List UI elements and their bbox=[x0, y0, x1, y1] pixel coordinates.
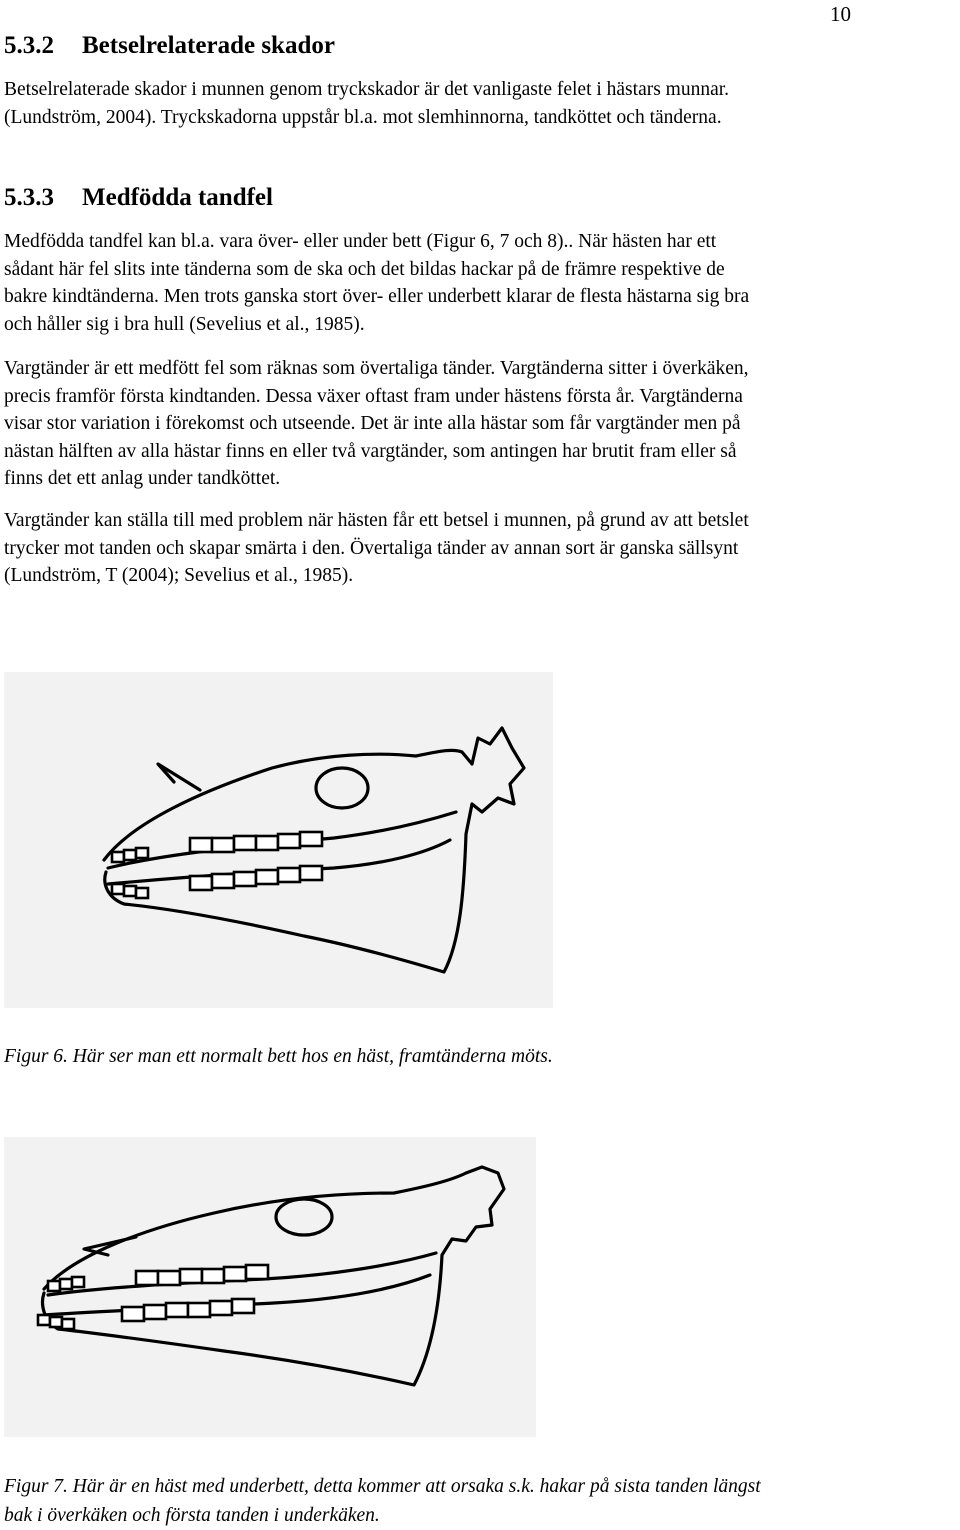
caption-line: Figur 6. Här ser man ett normalt bett hos en häst, framtänderna möts. bbox=[4, 1046, 553, 1067]
caption-line: Figur 7. Här är en häst med underbett, detta kommer att orsaka s.k. hakar på sista tanden längst bbox=[4, 1476, 761, 1497]
text-line: visar stor variation i förekomst och utseende. Det är inte alla hästar som får vargtänder men på bbox=[4, 413, 741, 434]
text-line: och håller sig i bra hull (Sevelius et al., 1985). bbox=[4, 313, 365, 335]
text-line: precis framför första kindtanden. Dessa växer oftast fram under hästens första år. Vargtänderna bbox=[4, 385, 743, 407]
horse-skull-normal-bite bbox=[4, 672, 553, 1008]
text-line: Betselrelaterade skador i munnen genom tryckskador är det vanligaste felet i hästars munnar. bbox=[4, 79, 730, 100]
section-number: 5.3.3 bbox=[4, 184, 54, 211]
text-line: nästan hälften av alla hästar finns en eller två vargtänder, som antingen har brutit fram eller så bbox=[4, 440, 737, 462]
figure-6-caption bbox=[4, 1042, 958, 1071]
section-heading-5-3-3 bbox=[4, 184, 273, 212]
figure-7-caption bbox=[4, 1472, 958, 1530]
page-number: 10 bbox=[830, 2, 851, 26]
text-line: Vargtänder är ett medfött fel som räknas som övertaliga tänder. Vargtänderna sitter i överkäken, bbox=[4, 358, 749, 379]
figure-7-horse-skull-drawing bbox=[4, 1137, 536, 1437]
paragraph-medfodda-3 bbox=[4, 507, 954, 590]
text-line: trycker mot tanden och skapar smärta i den. Övertaliga tänder av annan sort är ganska sällsynt bbox=[4, 537, 739, 559]
text-line: bakre kindtänderna. Men trots ganska stort över- eller underbett klarar de flesta hästarna sig bra bbox=[4, 286, 750, 307]
figure-6-horse-skull-drawing bbox=[4, 672, 553, 1008]
section-heading-5-3-2 bbox=[4, 32, 335, 60]
text-line: Vargtänder kan ställa till med problem när hästen får ett betsel i munnen, på grund av att betslet bbox=[4, 510, 749, 531]
text-line: finns det ett anlag under tandköttet. bbox=[4, 468, 281, 489]
horse-skull-underbite bbox=[4, 1137, 536, 1437]
text-line: (Lundström, 2004). Tryckskadorna uppstår bl.a. mot slemhinnorna, tandköttet och tänderna. bbox=[4, 106, 722, 128]
text-line: sådant här fel slits inte tänderna som de ska och det bildas hackar på de främre respektive de bbox=[4, 258, 725, 280]
section-title: Medfödda tandfel bbox=[82, 184, 273, 211]
paragraph-betselrelaterade bbox=[4, 76, 954, 131]
caption-line: bak i överkäken och första tanden i underkäken. bbox=[4, 1505, 380, 1526]
paragraph-medfodda-1 bbox=[4, 228, 954, 338]
text-line: (Lundström, T (2004); Sevelius et al., 1985). bbox=[4, 565, 354, 586]
section-title: Betselrelaterade skador bbox=[82, 32, 335, 59]
text-line: Medfödda tandfel kan bl.a. vara över- eller under bett (Figur 6, 7 och 8).. När hästen har ett bbox=[4, 231, 717, 252]
paragraph-medfodda-2 bbox=[4, 355, 954, 493]
section-number: 5.3.2 bbox=[4, 32, 54, 59]
